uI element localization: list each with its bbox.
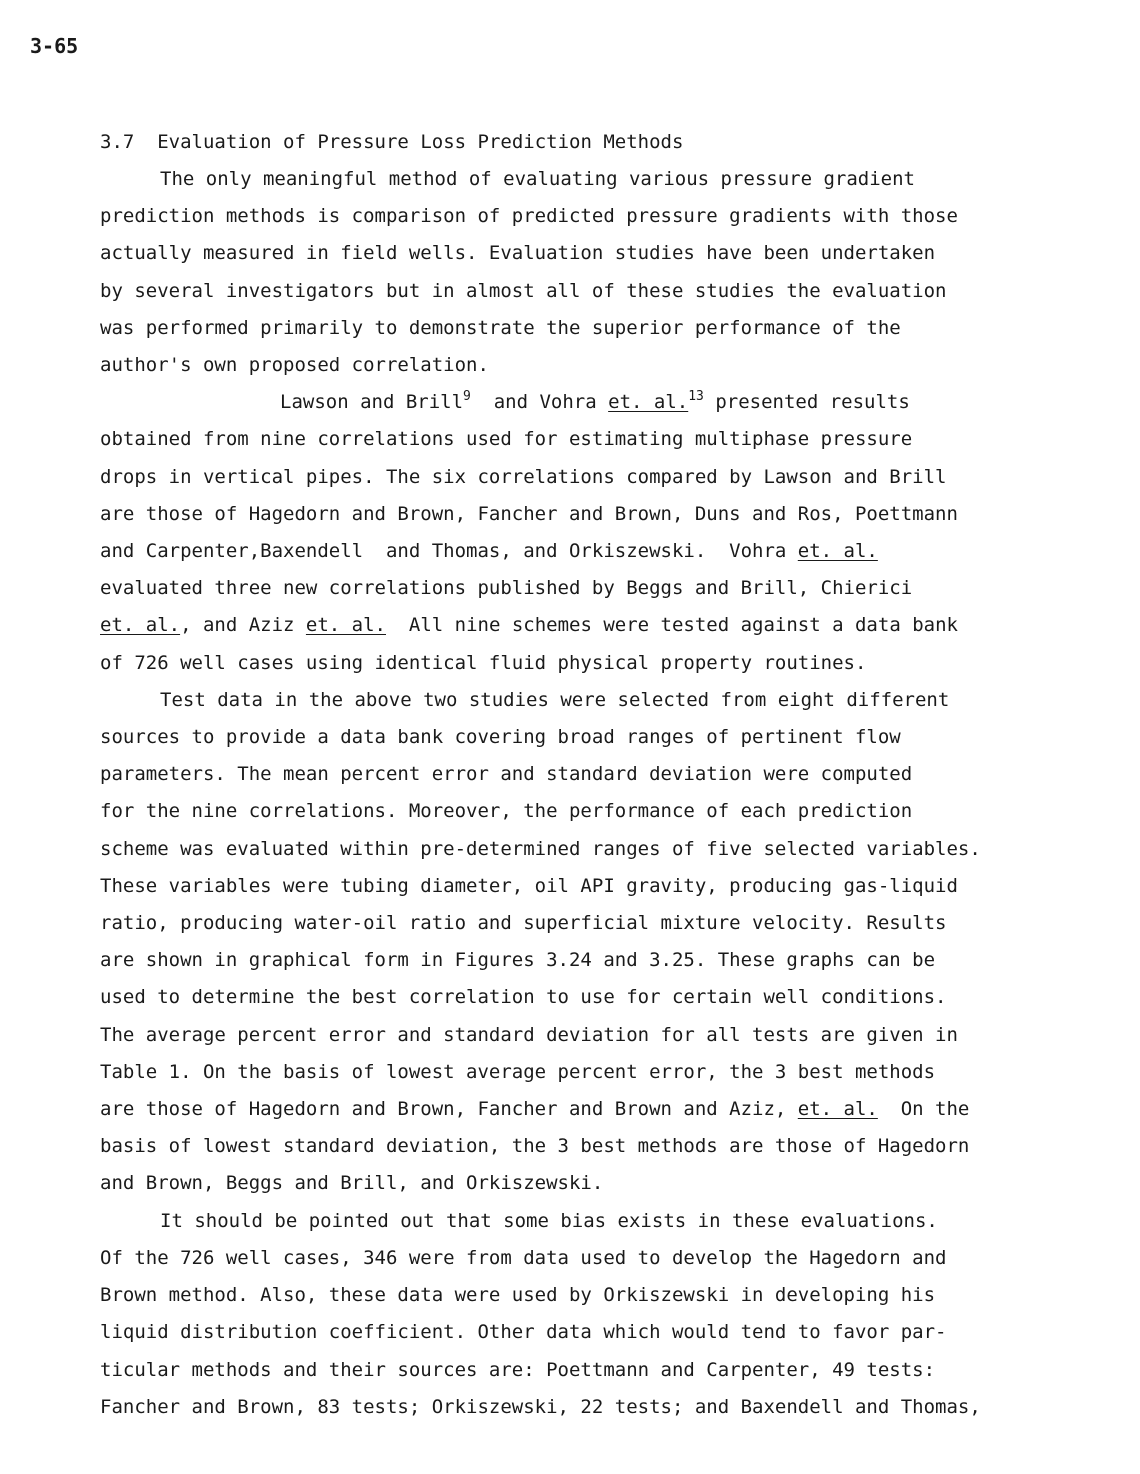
text-line: used to determine the best correlation to use for certain well conditions. xyxy=(100,986,947,1009)
text-line: and Brown, Beggs and Brill, and Orkiszewski. xyxy=(100,1172,604,1195)
text-line xyxy=(100,533,1060,570)
text-line: These variables were tubing diameter, oil API gravity, producing gas-liquid xyxy=(100,874,958,897)
section-heading xyxy=(100,124,1060,161)
text-run: and Carpenter,Baxendell and Thomas, and Orkiszewski. Vohra xyxy=(100,540,798,563)
text-run: and Vohra xyxy=(470,391,609,414)
text-run: presented results xyxy=(703,391,910,414)
text-line xyxy=(100,1091,1060,1128)
section-number: 3.7 xyxy=(100,131,135,153)
et-al-citation: et. al. xyxy=(100,614,181,637)
text-line xyxy=(100,384,1060,421)
reference-superscript: 13 xyxy=(688,389,704,405)
text-run: On the xyxy=(877,1098,970,1121)
text-run: All nine schemes were tested against a data bank xyxy=(386,614,958,637)
text-line: are shown in graphical form in Figures 3.24 and 3.25. These graphs can be xyxy=(100,949,936,972)
text-line: are those of Hagedorn and Brown, Fancher and Brown, Duns and Ros, Poettmann xyxy=(100,502,958,525)
text-line: Fancher and Brown, 83 tests; Orkiszewski, 22 tests; and Baxendell and Thomas, xyxy=(100,1395,981,1418)
text-line: ticular methods and their sources are: Poettmann and Carpenter, 49 tests: xyxy=(100,1358,936,1381)
text-line: for the nine correlations. Moreover, the performance of each prediction xyxy=(100,800,913,823)
text-line: scheme was evaluated within pre-determined ranges of five selected variables. xyxy=(100,837,981,860)
paragraph-1 xyxy=(100,161,1060,384)
section-title: Evaluation of Pressure Loss Prediction Methods xyxy=(157,131,684,153)
text-line: prediction methods is comparison of predicted pressure gradients with those xyxy=(100,205,958,228)
reference-superscript: 9 xyxy=(463,389,471,405)
text-line: basis of lowest standard deviation, the 3 best methods are those of Hagedorn xyxy=(100,1135,970,1158)
text-line: by several investigators but in almost all of these studies the evaluation xyxy=(100,279,947,302)
document-body xyxy=(100,124,1060,1426)
et-al-citation: et. al. xyxy=(797,540,878,563)
text-line: evaluated three new correlations published by Beggs and Brill, Chierici xyxy=(100,577,913,600)
text-line: actually measured in field wells. Evaluation studies have been undertaken xyxy=(100,242,936,265)
text-line: liquid distribution coefficient. Other data which would tend to favor par- xyxy=(100,1321,947,1344)
text-line: obtained from nine correlations used for estimating multiphase pressure xyxy=(100,428,913,451)
text-line: was performed primarily to demonstrate the superior performance of the xyxy=(100,316,901,339)
text-line: author's own proposed correlation. xyxy=(100,354,489,377)
text-line: The only meaningful method of evaluating various pressure gradient xyxy=(160,168,915,190)
text-run: , and Aziz xyxy=(180,614,306,637)
text-line: Brown method. Also, these data were used by Orkiszewski in developing his xyxy=(100,1284,936,1307)
text-line: Of the 726 well cases, 346 were from data used to develop the Hagedorn and xyxy=(100,1246,947,1269)
text-line: parameters. The mean percent error and standard deviation were computed xyxy=(100,763,913,786)
text-run: are those of Hagedorn and Brown, Fancher and Brown and Aziz, xyxy=(100,1098,798,1121)
text-run: Lawson and Brill xyxy=(280,391,464,414)
et-al-citation: et. al. xyxy=(608,391,689,414)
et-al-citation: et. al. xyxy=(305,614,386,637)
text-line xyxy=(100,607,1060,644)
paragraph-4 xyxy=(100,1203,1060,1426)
text-line: sources to provide a data bank covering broad ranges of pertinent flow xyxy=(100,726,901,749)
text-line: ratio, producing water-oil ratio and superficial mixture velocity. Results xyxy=(100,912,947,935)
text-line: Table 1. On the basis of lowest average percent error, the 3 best methods xyxy=(100,1060,936,1083)
text-line: Test data in the above two studies were selected from eight different xyxy=(160,688,950,711)
page-number: 3-65 xyxy=(30,34,79,58)
text-line: of 726 well cases using identical fluid physical property routines. xyxy=(100,651,867,674)
text-line: It should be pointed out that some bias exists in these evaluations. xyxy=(160,1209,938,1232)
text-line: The average percent error and standard deviation for all tests are given in xyxy=(100,1023,958,1046)
paragraph-2 xyxy=(100,384,1060,682)
paragraph-3 xyxy=(100,682,1060,1203)
et-al-citation: et. al. xyxy=(797,1098,878,1121)
text-line: drops in vertical pipes. The six correlations compared by Lawson and Brill xyxy=(100,465,947,488)
